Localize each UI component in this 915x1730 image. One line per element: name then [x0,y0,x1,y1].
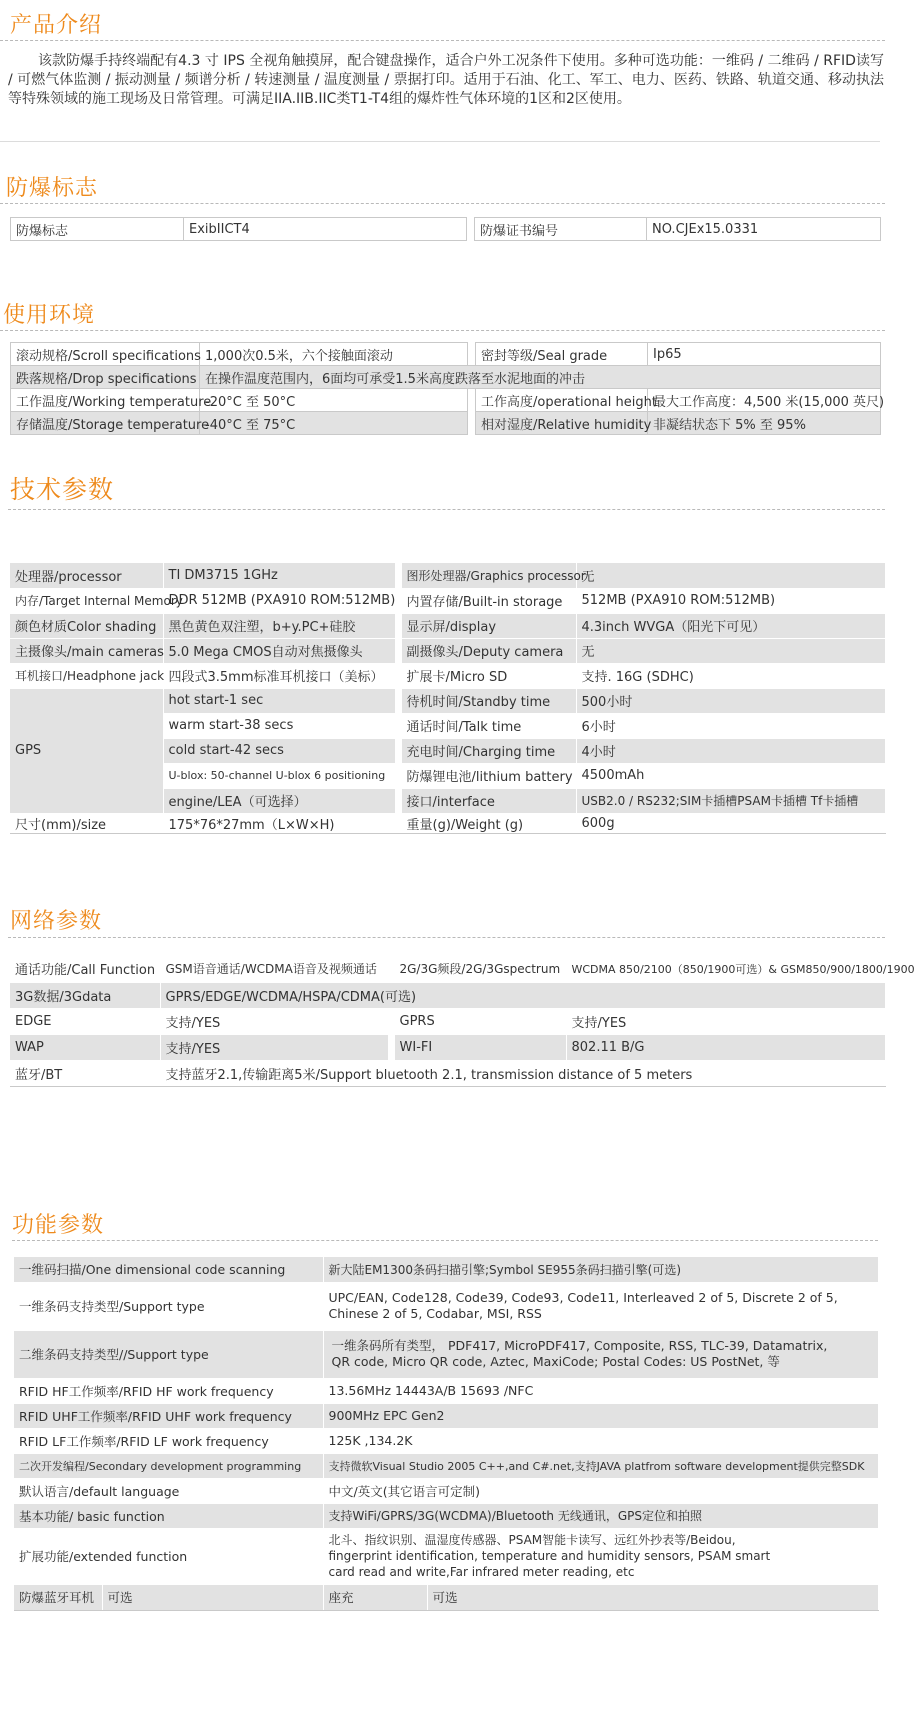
tech-interface-label: 接口/interface [401,788,576,813]
tech-processor-value: TI DM3715 1GHz [163,563,395,588]
env-work-temp-label: 工作温度/Working temperature [11,389,200,412]
tech-storage-label: 内置存储/Built-in storage [401,588,576,613]
intro-bottom-rule [0,141,880,142]
explosion-mark-value: ExibIICT4 [184,218,467,241]
fn-1d-type-line-1: UPC/EAN, Code128, Code39, Code93, Code11, Interleaved 2 of 5, Discrete 2 of 5, [328,1290,838,1305]
net-bt-label: 蓝牙/BT [10,1060,160,1086]
fn-dock-label: 座充 [323,1584,427,1610]
tech-color-value: 黑色黄色双注塑，b+y.PC+硅胶 [163,613,395,638]
network-divider [8,937,885,938]
env-drop-label: 跌落规格/Drop specifications [11,366,200,389]
net-data-label: 3G数据/3Gdata [10,982,160,1008]
explosion-cert-table [474,217,881,241]
fn-dock-value: 可选 [427,1584,878,1610]
net-wifi-label: WI-FI [394,1034,566,1060]
tech-main-cam-value: 5.0 Mega CMOS自动对焦摄像头 [163,638,395,663]
fn-rfid-lf-label: RFID LF工作频率/RFID LF work frequency [14,1428,323,1453]
tech-talk-label: 通话时间/Talk time [401,713,576,738]
net-spectrum-value: WCDMA 850/2100（850/1900可选）& GSM850/900/1800/1900 [566,956,885,982]
fn-rfid-hf-label: RFID HF工作频率/RFID HF work frequency [14,1378,323,1403]
env-seal-value: Ip65 [648,343,881,366]
net-spectrum-label: 2G/3G频段/2G/3Gspectrum [394,956,566,982]
env-scroll-value: 1,000次0.5米，六个接触面滚动 [200,343,468,366]
function-table [14,1257,879,1611]
tech-memory-value: DDR 512MB (PXA910 ROM:512MB) [163,588,395,613]
tech-gps-warm: warm start-38 secs [163,713,395,738]
tech-gps-ublox: U-blox: 50-channel U-blox 6 positioning [163,763,395,788]
fn-ext-line-1: 北斗、指纹识别、温湿度传感器、PSAM智能卡读写、远红外抄表等/Beidou, [328,1533,736,1547]
fn-2d-type-line-1: 一维条码所有类型， PDF417, MicroPDF417, Composite, RSS, TLC-39, Datamatrix, [331,1338,828,1353]
fn-1d-type-value [323,1282,878,1330]
fn-1d-type-label: 一维条码支持类型/Support type [14,1282,323,1330]
net-wap-label: WAP [10,1034,160,1060]
tech-interface-value: USB2.0 / RS232;SIM卡插槽PSAM卡插槽 Tf卡插槽 [576,788,885,813]
tech-divider [8,509,885,510]
net-gprs-value: 支持/YES [566,1008,885,1034]
environment-title: 使用环境 [3,303,96,328]
tech-standby-value: 500小时 [576,688,885,713]
fn-ext-line-2: fingerprint identification, temperature and humidity sensors, PSAM smart [328,1549,771,1563]
fn-bt-headset-label: 防爆蓝牙耳机 [14,1584,102,1610]
fn-bt-headset-value: 可选 [102,1584,323,1610]
net-call-value: GSM语音通话/WCDMA语音及视频通话 [160,956,388,982]
tech-charging-value: 4小时 [576,738,885,763]
env-storage-label: 存储温度/Storage temperature [11,412,200,435]
tech-battery-label: 防爆锂电池/lithium battery [401,763,576,788]
fn-2d-type-line-2: QR code, Micro QR code, Aztec, MaxiCode; Postal Codes: US PostNet, 等 [331,1354,780,1369]
env-work-temp-value: -20°C 至 50°C [200,389,468,412]
fn-ext-value [323,1528,878,1584]
tech-size-value: 175*76*27mm（L×W×H) [163,813,395,833]
tech-main-cam-label: 主摄像头/main cameras [10,638,163,663]
tech-processor-label: 处理器/processor [10,563,163,588]
tech-gps-hot: hot start-1 sec [163,688,395,713]
tech-display-label: 显示屏/display [401,613,576,638]
network-title: 网络参数 [10,909,103,934]
net-data-value: GPRS/EDGE/WCDMA/HSPA/CDMA(可选) [160,982,885,1008]
tech-deputy-cam-value: 无 [576,638,885,663]
tech-weight-label: 重量(g)/Weight (g) [401,813,576,833]
explosion-divider [0,203,885,204]
tech-headphone-value: 四段式3.5mm标准耳机接口（美标） [163,663,395,688]
env-scroll-label: 滚动规格/Scroll specifications [11,343,200,366]
tech-memory-label: 内存/Target Internal Memory [10,588,163,613]
env-drop-value: 在操作温度范围内，6面均可承受1.5米高度跌落至水泥地面的冲击 [200,366,881,389]
tech-weight-value: 600g [576,813,885,833]
explosion-mark-label: 防爆标志 [11,218,184,241]
tech-table [10,563,886,834]
net-wifi-value: 802.11 B/G [566,1034,885,1060]
fn-basic-value: 支持WiFi/GPRS/3G(WCDMA)/Bluetooth 无线通讯，GPS定位和拍照 [323,1503,878,1528]
env-seal-label: 密封等级/Seal grade [476,343,648,366]
fn-1d-type-line-2: Chinese 2 of 5, Codabar, MSI, RSS [328,1306,542,1321]
env-height-label: 工作高度/operational height [476,389,648,412]
env-humidity-value: 非凝结状态下 5% 至 95% [648,412,881,435]
intro-text: 该款防爆手持终端配有4.3 寸 IPS 全视角触摸屏，配合键盘操作，适合户外工况条件下使用。多种可选功能：一维码 / 二维码 / RFID读写 / 可燃气体监测 / 振动测量 / 频谱分析 / 转速测量 / 温度测量 / 票据打印。适用于石油、化工、军工、电力、医药、铁路、轨道交通、移动执法等特殊领域的施工现场及日常管理。可满足IIA.IIB.IIC类T1-T4组的爆炸性气体环境的1区和2区使用。 [8,53,884,107]
fn-rfid-uhf-value: 900MHz EPC Gen2 [323,1403,878,1428]
fn-1d-scan-label: 一维码扫描/One dimensional code scanning [14,1257,323,1282]
tech-sd-label: 扩展卡/Micro SD [401,663,576,688]
tech-gpu-value: 无 [576,563,885,588]
tech-gps-label: GPS [10,688,163,813]
tech-color-label: 颜色材质Color shading [10,613,163,638]
fn-rfid-lf-value: 125K ,134.2K [323,1428,878,1453]
intro-title: 产品介绍 [10,13,103,38]
tech-standby-label: 待机时间/Standby time [401,688,576,713]
env-humidity-label: 相对湿度/Relative humidity [476,412,648,435]
tech-gps-engine: engine/LEA（可选择） [163,788,395,813]
tech-gps-cold: cold start-42 secs [163,738,395,763]
fn-basic-label: 基本功能/ basic function [14,1503,323,1528]
explosion-cert-label: 防爆证书编号 [475,218,647,241]
tech-headphone-label: 耳机接口/Headphone jack [10,663,163,688]
tech-title: 技术参数 [10,475,115,504]
explosion-title: 防爆标志 [6,176,99,201]
tech-storage-value: 512MB (PXA910 ROM:512MB) [576,588,885,613]
environment-table [10,342,885,435]
net-edge-value: 支持/YES [160,1008,388,1034]
fn-lang-value: 中文/英文(其它语言可定制) [323,1478,878,1503]
net-edge-label: EDGE [10,1008,160,1034]
explosion-mark-table [10,217,467,241]
tech-charging-label: 充电时间/Charging time [401,738,576,763]
net-gprs-label: GPRS [394,1008,566,1034]
fn-dev-label: 二次开发编程/Secondary development programming [14,1453,323,1478]
explosion-cert-value: NO.CJEx15.0331 [647,218,881,241]
net-call-label: 通话功能/Call Function [10,956,160,982]
fn-ext-label: 扩展功能/extended function [14,1528,323,1584]
net-bt-value: 支持蓝牙2.1,传输距离5米/Support bluetooth 2.1, transmission distance of 5 meters [160,1060,885,1086]
tech-size-label: 尺寸(mm)/size [10,813,163,833]
tech-deputy-cam-label: 副摄像头/Deputy camera [401,638,576,663]
tech-talk-value: 6小时 [576,713,885,738]
fn-1d-scan-value: 新大陆EM1300条码扫描引擎;Symbol SE955条码扫描引擎(可选) [323,1257,878,1282]
env-height-value: 最大工作高度：4,500 米(15,000 英尺) [648,389,881,412]
function-title: 功能参数 [12,1213,105,1238]
net-wap-value: 支持/YES [160,1034,388,1060]
tech-gpu-label: 图形处理器/Graphics processor [401,563,576,588]
fn-2d-type-value [323,1330,878,1378]
fn-ext-line-3: card read and write,Far infrared meter reading, etc [328,1565,635,1579]
network-table [10,956,915,1087]
function-divider [12,1240,878,1241]
tech-sd-value: 支持. 16G (SDHC) [576,663,885,688]
intro-divider [0,40,885,41]
fn-2d-type-label: 二维条码支持类型//Support type [14,1330,323,1378]
tech-battery-value: 4500mAh [576,763,885,788]
fn-lang-label: 默认语言/default language [14,1478,323,1503]
fn-rfid-hf-value: 13.56MHz 14443A/B 15693 /NFC [323,1378,878,1403]
env-storage-value: -40°C 至 75°C [200,412,468,435]
fn-dev-value: 支持微软Visual Studio 2005 C++,and C#.net,支持JAVA platfrom software development提供完整SDK [323,1453,878,1478]
environment-divider [0,330,885,331]
fn-rfid-uhf-label: RFID UHF工作频率/RFID UHF work frequency [14,1403,323,1428]
tech-display-value: 4.3inch WVGA（阳光下可见） [576,613,885,638]
